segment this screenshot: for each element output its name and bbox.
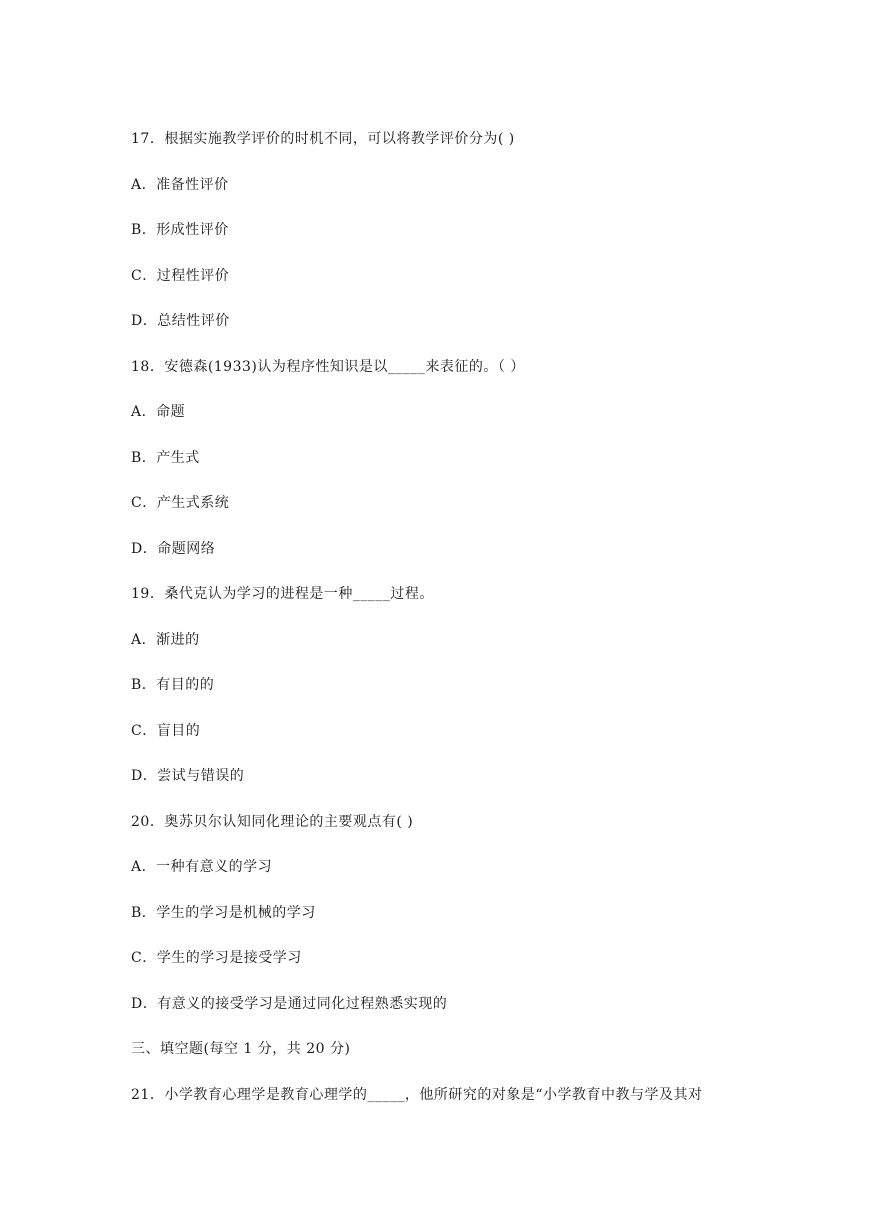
question-17-option-c: C．过程性评价 [131,268,230,284]
question-20-option-d: D．有意义的接受学习是通过同化过程熟悉实现的 [131,996,448,1012]
question-19-option-d: D．尝试与错误的 [131,768,245,784]
question-17-option-b: B．形成性评价 [131,222,229,238]
question-18-option-b: B．产生式 [131,450,200,466]
question-19-stem: 19．桑代克认为学习的进程是一种_____过程。 [131,586,434,602]
question-17-stem: 17．根据实施教学评价的时机不同，可以将教学评价分为( ) [131,131,515,147]
section-3-heading: 三、填空题(每空 1 分，共 20 分) [131,1041,351,1057]
question-18-option-a: A．命题 [131,404,186,420]
question-19-option-b: B．有目的的 [131,677,215,693]
question-19-option-a: A．渐进的 [131,632,200,648]
question-18-stem: 18．安德森(1933)认为程序性知识是以_____来表征的。（ ） [131,359,525,375]
question-20-stem: 20．奥苏贝尔认知同化理论的主要观点有( ) [131,814,414,830]
question-21-stem: 21．小学教育心理学是教育心理学的_____，他所研究的对象是“小学教育中教与学及其对 [131,1087,703,1103]
question-17-option-a: A．准备性评价 [131,177,229,193]
question-18-option-c: C．产生式系统 [131,495,230,511]
question-20-option-c: C．学生的学习是接受学习 [131,950,302,966]
question-17-option-d: D．总结性评价 [131,313,230,329]
question-20-option-a: A．一种有意义的学习 [131,859,273,875]
question-20-option-b: B．学生的学习是机械的学习 [131,905,316,921]
question-18-option-d: D．命题网络 [131,541,216,557]
question-19-option-c: C．盲目的 [131,723,201,739]
